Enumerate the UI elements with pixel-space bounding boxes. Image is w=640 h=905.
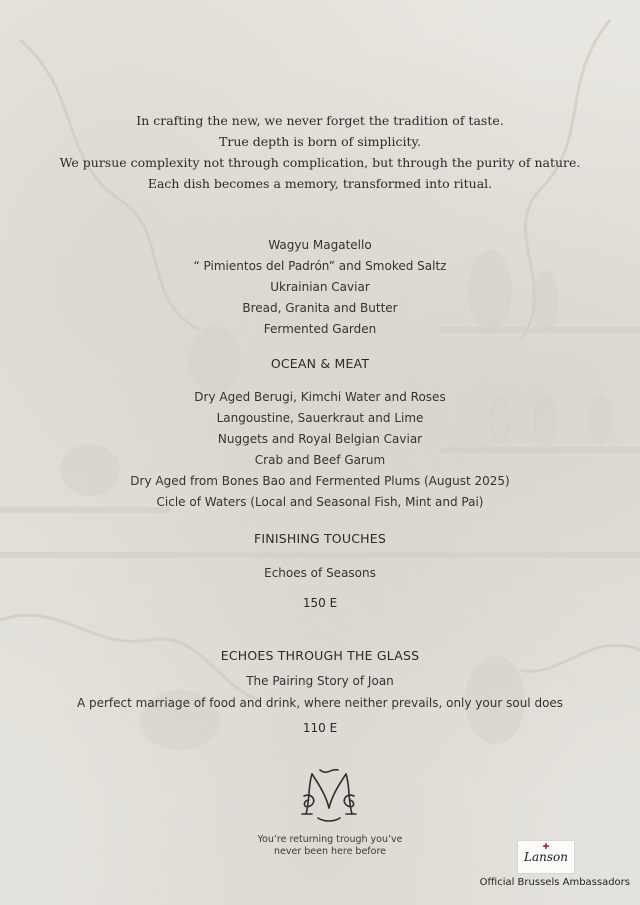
tasting-menu-price: 150 E (302, 596, 338, 610)
menu-item: Ukrainian Caviar (270, 280, 370, 294)
intro-line: Each dish becomes a memory, transformed into ritual. (147, 176, 493, 191)
intro-line: In crafting the new, we never forget the tradition of taste. (136, 113, 504, 128)
menu-item: Dry Aged Berugi, Kimchi Water and Roses (194, 390, 446, 404)
menu-item: Langoustine, Sauerkraut and Lime (216, 411, 424, 425)
section-heading-ocean-meat: OCEAN & MEAT (270, 356, 370, 371)
menu-item: Fermented Garden (263, 322, 377, 336)
pairing-subtitle: The Pairing Story of Joan (246, 674, 394, 688)
tagline (230, 834, 430, 858)
menu-item: Crab and Beef Garum (254, 453, 386, 467)
menu-item: Nuggets and Royal Belgian Caviar (217, 432, 423, 446)
menu-item: “ Pimientos del Padrón” and Smoked Saltz (193, 259, 447, 273)
intro-line: We pursue complexity not through complication, but through the purity of nature. (59, 155, 581, 170)
brand-logo-text: Lanson (524, 850, 568, 864)
ocean-meat-courses (0, 387, 640, 513)
tagline-line: You’re returning trough you’ve (257, 834, 403, 845)
menu-item: Echoes of Seasons (264, 566, 376, 580)
tagline-line: never been here before (273, 846, 387, 857)
opening-courses (0, 235, 640, 340)
intro-line: True depth is born of simplicity. (219, 134, 421, 149)
red-cross-icon: ✚ (542, 842, 550, 851)
menu-item: Wagyu Magatello (268, 238, 372, 252)
menu-item: Bread, Granita and Butter (242, 301, 398, 315)
monogram-logo-icon (298, 766, 360, 824)
section-heading-finishing: FINISHING TOUCHES (254, 531, 386, 546)
pairing-description: A perfect marriage of food and drink, where neither prevails, only your soul does (76, 696, 564, 710)
intro-text (0, 110, 640, 194)
pairing-price: 110 E (302, 721, 338, 735)
section-heading-glass: ECHOES THROUGH THE GLASS (220, 648, 420, 663)
ambassadors-label: Official Brussels Ambassadors (479, 877, 630, 888)
menu-item: Cicle of Waters (Local and Seasonal Fish, Mint and Pai) (156, 495, 484, 509)
menu-item: Dry Aged from Bones Bao and Fermented Plums (August 2025) (130, 474, 510, 488)
lanson-logo-icon (517, 840, 575, 874)
